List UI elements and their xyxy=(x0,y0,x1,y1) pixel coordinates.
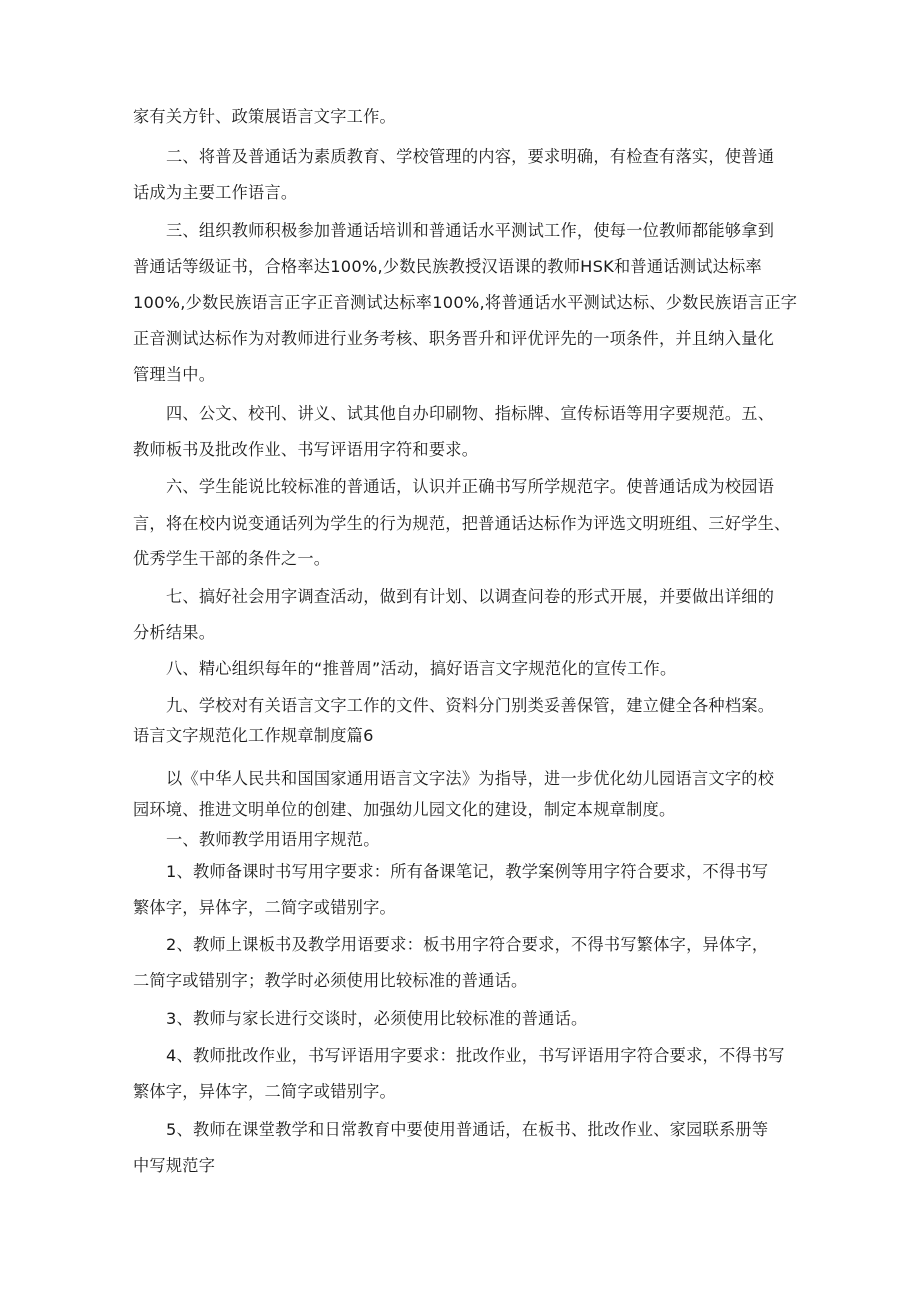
text-line: 普通话等级证书，合格率达100%,少数民族教授汉语课的教师HSK和普通话测试达标率 xyxy=(133,257,762,276)
text-line: 六、学生能说比较标准的普通话，认识并正确书写所学规范字。使普通话成为校园语 xyxy=(166,477,775,496)
text-line: 言，将在校内说变通话列为学生的行为规范，把普通话达标作为评选文明班组、三好学生、 xyxy=(133,514,791,533)
text-line: 1、教师备课时书写用字要求：所有备课笔记，教学案例等用字符合要求，不得书写 xyxy=(166,862,769,881)
text-line: 以《中华人民共和国国家通用语言文字法》为指导，进一步优化幼儿园语言文字的校 xyxy=(166,769,775,788)
text-line: 八、精心组织每年的“推普周”活动，搞好语言文字规范化的宣传工作。 xyxy=(166,659,677,678)
text-line: 园环境、推进文明单位的创建、加强幼儿园文化的建设，制定本规章制度。 xyxy=(133,800,676,819)
text-line: 繁体字，异体字，二简字或错别字。 xyxy=(133,898,396,917)
text-line: 3、教师与家长进行交谈时，必须使用比较标准的普通话。 xyxy=(166,1009,588,1028)
text-line: 家有关方针、政策展语言文字工作。 xyxy=(133,107,396,126)
text-line: 话成为主要工作语言。 xyxy=(133,183,298,202)
text-line: 七、搞好社会用字调查活动，做到有计划、以调查问卷的形式开展，并要做出详细的 xyxy=(166,587,775,606)
text-line: 分析结果。 xyxy=(133,623,216,642)
text-line: 正音测试达标作为对教师进行业务考核、职务晋升和评优评先的一项条件，并且纳入量化 xyxy=(133,329,775,348)
section-heading: 语言文字规范化工作规章制度篇6 xyxy=(133,726,374,745)
text-line: 三、组织教师积极参加普通话培训和普通话水平测试工作，使每一位教师都能够拿到 xyxy=(166,221,775,240)
text-line: 一、教师教学用语用字规范。 xyxy=(166,830,380,849)
text-line: 中写规范字 xyxy=(133,1156,216,1175)
text-line: 管理当中。 xyxy=(133,365,216,384)
text-line: 100%,少数民族语言正字正音测试达标率100%,将普通话水平测试达标、少数民族语言正字 xyxy=(133,293,798,312)
text-line: 二、将普及普通话为素质教育、学校管理的内容，要求明确，有检查有落实，使普通 xyxy=(166,147,775,166)
text-line: 2、教师上课板书及教学用语要求：板书用字符合要求，不得书写繁体字，异体字， xyxy=(166,935,769,954)
text-line: 教师板书及批改作业、书写评语用字符和要求。 xyxy=(133,440,479,459)
text-line: 5、教师在课堂教学和日常教育中要使用普通话，在板书、批改作业、家园联系册等 xyxy=(166,1120,769,1139)
text-line: 四、公文、校刊、讲义、试其他自办印刷物、指标牌、宣传标语等用字要规范。五、 xyxy=(166,404,775,423)
text-line: 优秀学生干部的条件之一。 xyxy=(133,549,331,568)
text-line: 九、学校对有关语言文字工作的文件、资料分门别类妥善保管，建立健全各种档案。 xyxy=(166,696,775,715)
text-line: 繁体字，异体字，二简字或错别字。 xyxy=(133,1082,396,1101)
text-line: 二简字或错别字；教学时必须使用比较标准的普通话。 xyxy=(133,971,528,990)
text-line: 4、教师批改作业，书写评语用字要求：批改作业，书写评语用字符合要求，不得书写 xyxy=(166,1046,785,1065)
